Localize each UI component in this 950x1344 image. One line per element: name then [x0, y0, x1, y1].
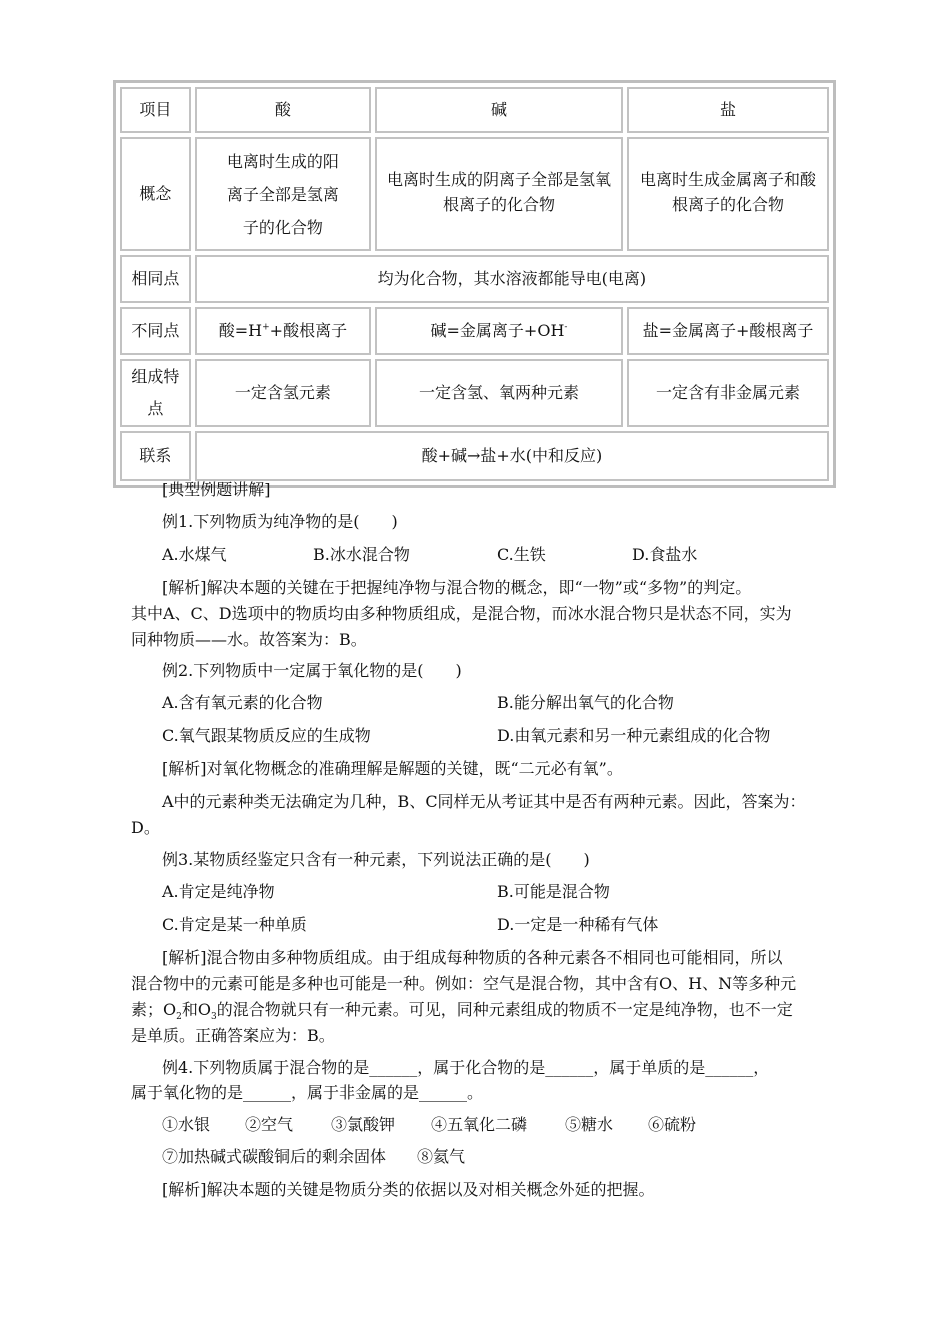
diff-acid [195, 307, 371, 355]
ex4-question-line: 属于氧化物的是______，属于非金属的是______。 [131, 1083, 484, 1102]
ex1-option-a: A.水煤气 [162, 545, 227, 564]
row-label-diff: 不同点 [120, 307, 191, 355]
ex3-formula-sub: 3 [210, 1012, 217, 1023]
ex1-option-b: B.冰水混合物 [313, 545, 410, 564]
concept-salt [627, 137, 829, 251]
header-base: 碱 [375, 87, 623, 133]
ex2-question: 例2.下列物质中一定属于氧化物的是( ) [162, 661, 462, 680]
ex2-option-a: A.含有氧元素的化合物 [162, 693, 323, 712]
link-text: 酸+碱→盐+水(中和反应) [195, 431, 829, 481]
ex4-question-line: 例4.下列物质属于混合物的是______，属于化合物的是______，属于单质的是______， [162, 1058, 770, 1077]
ex3-formula-sub: 2 [176, 1012, 182, 1023]
ex3-option-a: A.肯定是纯净物 [162, 882, 275, 901]
ex4-item: ⑥硫粉 [648, 1115, 697, 1134]
ex2-option-c: C.氧气跟某物质反应的生成物 [162, 726, 371, 745]
concept-base-line: 电离时生成的阴离子全部是氢氧 [386, 170, 611, 189]
table-row-composition [120, 359, 829, 427]
concept-salt-line: 根离子的化合物 [671, 195, 784, 214]
table-row-link [120, 431, 829, 481]
diff-acid-pre: 酸=H [218, 321, 263, 340]
ex4-item: ⑤糖水 [565, 1115, 614, 1134]
row-label-link: 联系 [120, 431, 191, 481]
section-title: [典型例题讲解] [162, 480, 271, 499]
ex3-analysis-line: [解析]混合物由多种物质组成。由于组成每种物质的各种元素各不相同也可能相同，所以 [162, 948, 783, 967]
diff-acid-sup: + [262, 322, 270, 333]
concept-salt-line: 电离时生成金属离子和酸 [639, 170, 816, 189]
ex1-analysis-line: 其中A、C、D选项中的物质均由多种物质组成，是混合物，而冰水混合物只是状态不同，实为 [131, 604, 792, 623]
ex4-item: ②空气 [245, 1115, 294, 1134]
table-header-row [120, 87, 829, 133]
ex1-option-d: D.食盐水 [632, 545, 698, 564]
ex2-option-b: B.能分解出氧气的化合物 [497, 693, 674, 712]
ex3-formula-pre: 素；O [131, 1000, 177, 1019]
ex2-option-d: D.由氧元素和另一种元素组成的化合物 [497, 726, 771, 745]
row-label-composition: 组成特点 [120, 359, 191, 427]
same-text: 均为化合物，其水溶液都能导电(电离) [195, 255, 829, 303]
header-salt: 盐 [627, 87, 829, 133]
comp-salt: 一定含有非金属元素 [627, 359, 829, 427]
ex3-analysis-line-formula [131, 1000, 793, 1023]
ex4-item: ⑦加热碱式碳酸铜后的剩余固体 [162, 1147, 387, 1166]
row-label-concept: 概念 [120, 137, 191, 251]
comp-acid: 一定含氢元素 [195, 359, 371, 427]
ex2-analysis-line: [解析]对氧化物概念的准确理解是解题的关键，既“二元必有氧”。 [162, 759, 623, 778]
ex3-analysis-line: 混合物中的元素可能是多种也可能是一种。例如：空气是混合物，其中含有O、H、N等多种元 [131, 974, 797, 993]
table-row-diff [120, 307, 829, 355]
header-acid: 酸 [195, 87, 371, 133]
ex4-item: ⑧氦气 [417, 1147, 466, 1166]
ex1-option-c: C.生铁 [497, 545, 546, 564]
ex1-analysis-line: 同种物质——水。故答案为：B。 [131, 630, 367, 649]
comp-base: 一定含氢、氧两种元素 [375, 359, 623, 427]
ex4-item: ③氯酸钾 [331, 1115, 396, 1134]
diff-base-sup: - [564, 322, 568, 333]
concept-acid-line: 子的化合物 [242, 217, 323, 237]
diff-base-pre: 碱=金属离子+OH [430, 321, 565, 340]
comparison-table [113, 80, 836, 488]
ex3-option-c: C.肯定是某一种单质 [162, 915, 307, 934]
row-label-same: 相同点 [120, 255, 191, 303]
ex4-analysis: [解析]解决本题的关键是物质分类的依据以及对相关概念外延的把握。 [162, 1180, 655, 1199]
diff-salt: 盐=金属离子+酸根离子 [627, 307, 829, 355]
concept-base [375, 137, 623, 251]
ex1-question: 例1.下列物质为纯净物的是( ) [162, 512, 398, 531]
ex3-formula-post: 的混合物就只有一种元素。可见，同种元素组成的物质不一定是纯净物，也不一定 [216, 1000, 793, 1019]
ex4-item: ④五氧化二磷 [431, 1115, 528, 1134]
table-row-same [120, 255, 829, 303]
header-item: 项目 [120, 87, 191, 133]
ex3-formula-mid: 和O [181, 1000, 211, 1019]
ex2-analysis-line: D。 [131, 818, 160, 837]
diff-base [375, 307, 623, 355]
concept-acid [195, 137, 371, 251]
ex4-item: ①水银 [162, 1115, 211, 1134]
ex3-option-b: B.可能是混合物 [497, 882, 610, 901]
concept-base-line: 根离子的化合物 [442, 195, 555, 214]
ex3-analysis-line: 是单质。正确答案应为：B。 [131, 1026, 335, 1045]
concept-acid-line: 离子全部是氢离 [226, 184, 339, 204]
table-row-concept [120, 137, 829, 251]
ex3-option-d: D.一定是一种稀有气体 [497, 915, 659, 934]
ex3-question: 例3.某物质经鉴定只含有一种元素，下列说法正确的是( ) [162, 850, 590, 869]
diff-acid-post: +酸根离子 [269, 321, 348, 340]
ex1-analysis-line: [解析]解决本题的关键在于把握纯净物与混合物的概念，即“一物”或“多物”的判定。 [162, 578, 752, 597]
concept-acid-line: 电离时生成的阳 [226, 151, 339, 171]
ex2-analysis-line: A中的元素种类无法确定为几种，B、C同样无从考证其中是否有两种元素。因此，答案为： [162, 792, 806, 811]
